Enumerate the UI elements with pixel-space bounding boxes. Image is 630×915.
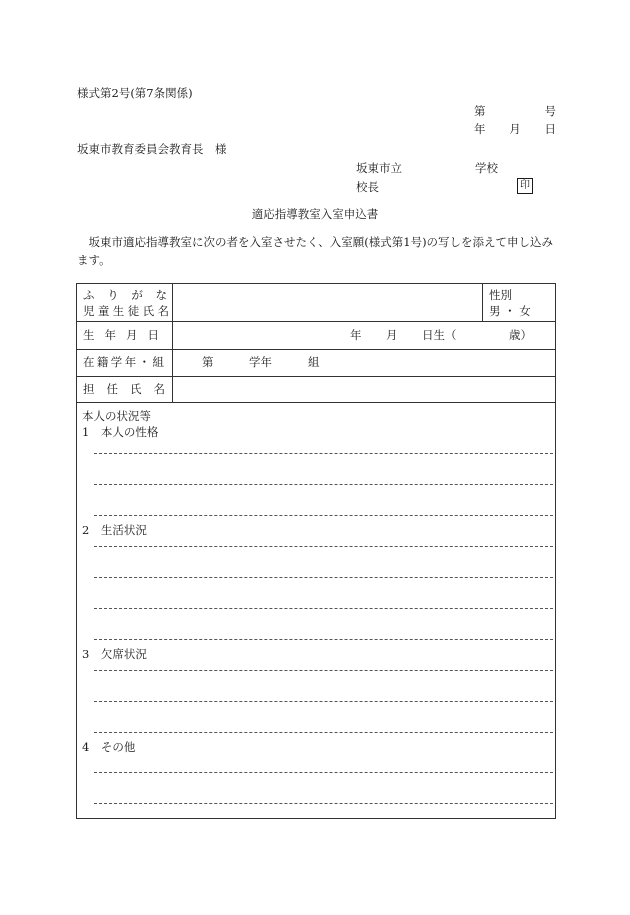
grade-prefix: 第 [202, 355, 214, 369]
row-divider [77, 376, 555, 377]
section-label: その他 [100, 740, 136, 754]
section-label: 生活状況 [100, 523, 147, 537]
furigana-char: な [155, 288, 167, 302]
section-4-heading [82, 740, 135, 754]
application-table [76, 283, 556, 819]
write-line [94, 701, 553, 702]
school-suffix: 学校 [475, 161, 498, 175]
section-number: 4 [82, 740, 90, 754]
section-label: 本人の性格 [100, 425, 159, 439]
body-paragraph [77, 233, 557, 269]
write-line [94, 577, 553, 578]
addressee: 坂東市教育委員会教育長 様 [77, 142, 227, 156]
section-3-heading [82, 647, 147, 661]
birth-day: 日生（ [422, 328, 457, 342]
furigana-char: が [131, 288, 143, 302]
section-number: 3 [82, 647, 90, 661]
write-line [94, 546, 553, 547]
row-divider [77, 349, 555, 350]
column-divider [482, 284, 483, 321]
section-1-heading [82, 425, 158, 439]
section-number: 2 [82, 523, 90, 537]
document-date [474, 122, 556, 136]
date-month: 月 [509, 122, 521, 136]
date-year: 年 [474, 122, 486, 136]
section-number: 1 [82, 425, 90, 439]
gender-options: 男 ・ 女 [489, 304, 531, 318]
birth-month: 月 [386, 328, 398, 342]
seal-mark: 印 [517, 178, 533, 194]
document-title: 適応指導教室入室申込書 [251, 207, 379, 221]
write-line [94, 803, 553, 804]
principal-label: 校長 [356, 180, 379, 194]
birth-year: 年 [350, 328, 362, 342]
write-line [94, 484, 553, 485]
furigana-char: り [107, 288, 119, 302]
status-heading: 本人の状況等 [82, 409, 151, 423]
furigana-label [83, 288, 167, 302]
grade-class: 組 [308, 355, 320, 369]
number-suffix: 号 [544, 104, 556, 118]
document-number [474, 104, 556, 118]
write-line [94, 670, 553, 671]
gender-label: 性別 [489, 288, 512, 302]
row-divider [77, 321, 555, 322]
grade-year: 学年 [249, 355, 272, 369]
teacher-label: 担任氏名 [83, 382, 177, 396]
write-line [94, 515, 553, 516]
write-line [94, 453, 553, 454]
birth-label: 生年月日 [83, 328, 169, 342]
school-name-line [356, 161, 498, 175]
section-2-heading [82, 523, 147, 537]
number-prefix: 第 [474, 104, 486, 118]
write-line [94, 608, 553, 609]
write-line [94, 772, 553, 773]
section-label: 欠席状況 [100, 647, 147, 661]
write-line [94, 639, 553, 640]
school-prefix: 坂東市立 [356, 161, 402, 175]
name-label: 児童生徒氏名 [83, 304, 173, 318]
row-divider [77, 402, 555, 403]
grade-label: 在籍学年・組 [83, 355, 167, 369]
furigana-char: ふ [83, 288, 95, 302]
form-number-label: 様式第2号(第7条関係) [77, 86, 193, 100]
birth-age: 歳） [509, 328, 532, 342]
body-text: 坂東市適応指導教室に次の者を入室させたく、入室願(様式第1号)の写しを添えて申し込みます。 [77, 235, 554, 267]
date-day: 日 [544, 122, 556, 136]
write-line [94, 732, 553, 733]
